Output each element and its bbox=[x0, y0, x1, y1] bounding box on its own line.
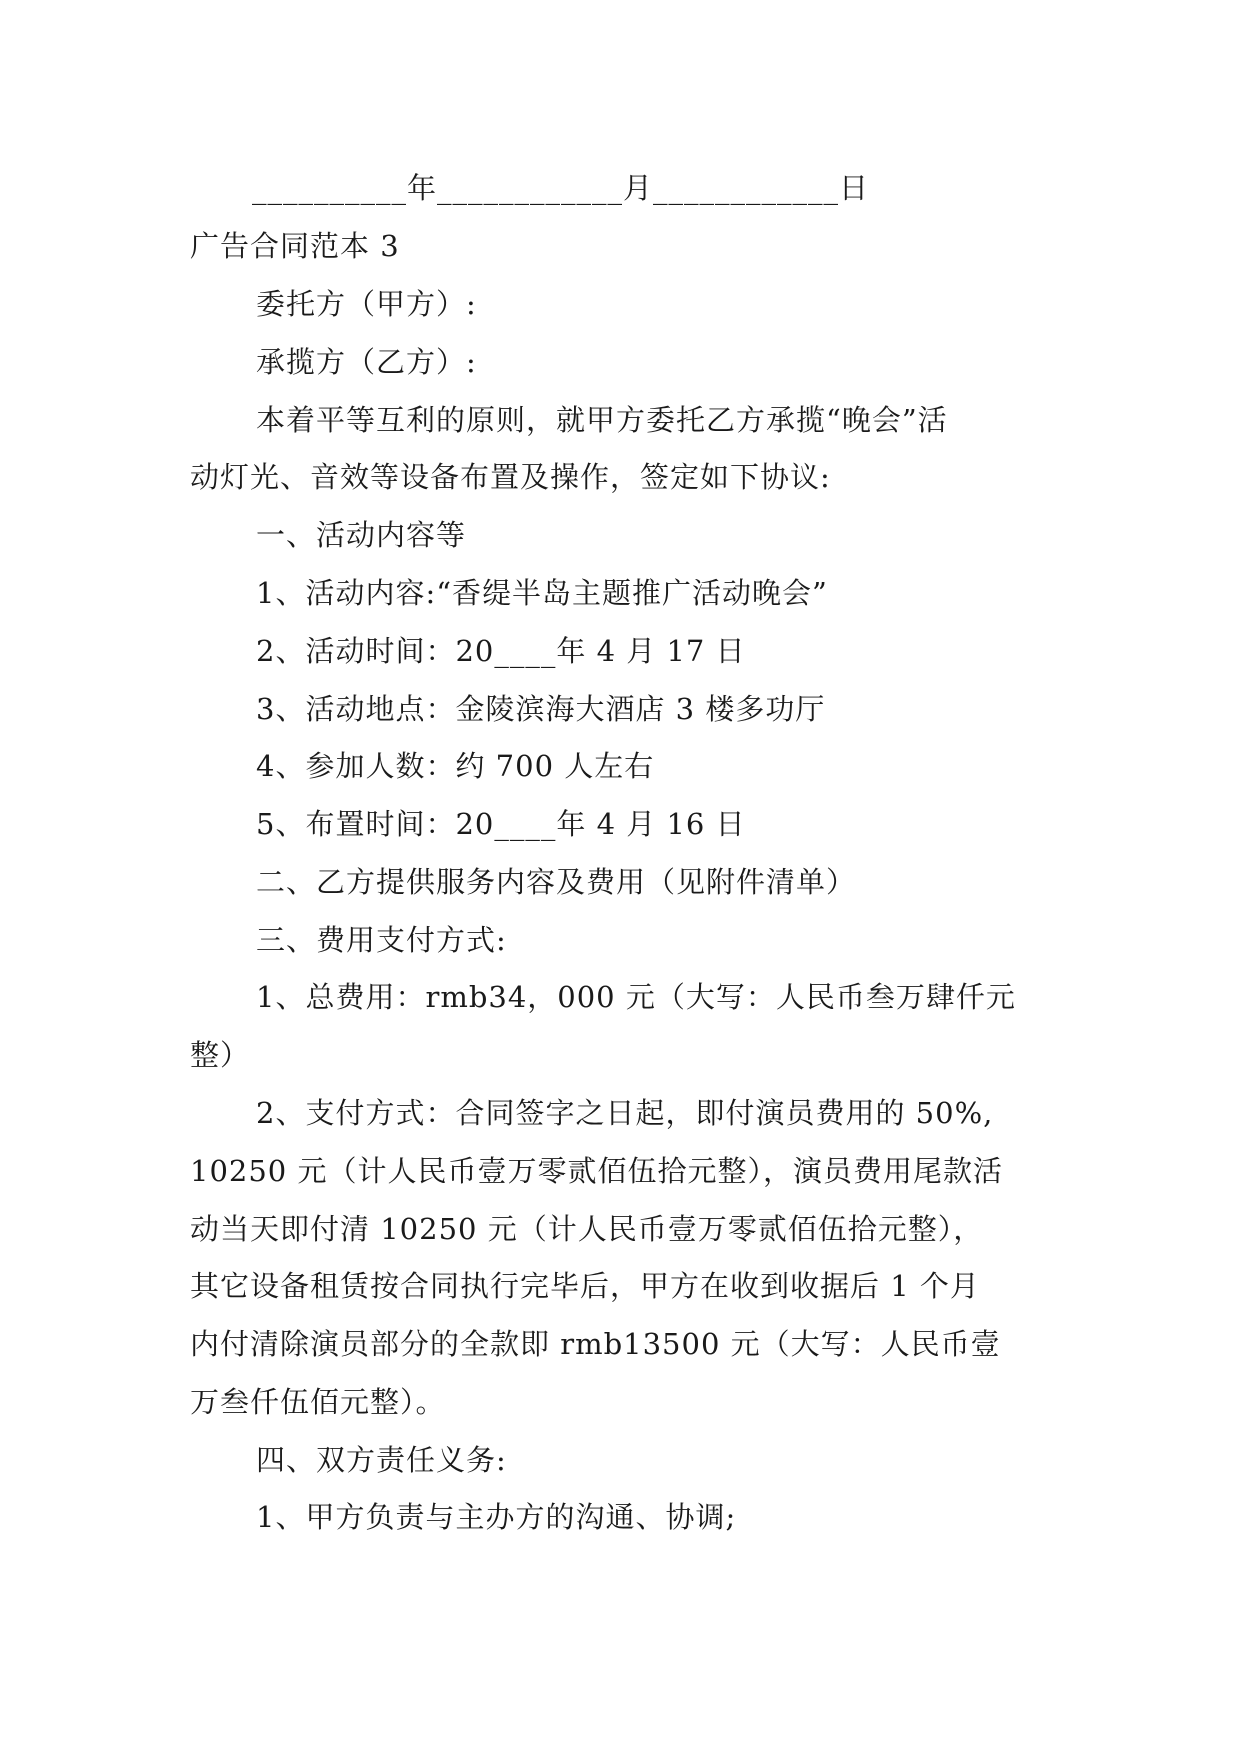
paragraph-line: 整） bbox=[190, 1038, 251, 1072]
paragraph-line: 万叁仟伍佰元整）。 bbox=[190, 1385, 446, 1419]
document-title: 广告合同范本 3 bbox=[190, 229, 400, 263]
paragraph-line: 本着平等互利的原则，就甲方委托乙方承揽“晚会”活 bbox=[256, 403, 948, 437]
paragraph-line: 其它设备租赁按合同执行完毕后，甲方在收到收据后 1 个月 bbox=[190, 1269, 980, 1303]
paragraph-line: 10250 元（计人民币壹万零贰佰伍拾元整），演员费用尾款活 bbox=[190, 1154, 1003, 1188]
paragraph-line: 动灯光、音效等设备布置及操作，签定如下协议: bbox=[190, 460, 831, 494]
section-heading: 三、费用支付方式: bbox=[256, 923, 507, 957]
list-item: 2、支付方式：合同签字之日起，即付演员费用的 50%, bbox=[256, 1096, 994, 1130]
list-item: 4、参加人数：约 700 人左右 bbox=[256, 749, 655, 783]
list-item: 1、总费用：rmb34，000 元（大写：人民币叁万肆仟元 bbox=[256, 980, 1016, 1014]
list-item: 5、布置时间：20____年 4 月 16 日 bbox=[256, 807, 746, 841]
section-heading: 二、乙方提供服务内容及费用（见附件清单） bbox=[256, 865, 857, 899]
list-item: 1、甲方负责与主办方的沟通、协调; bbox=[256, 1500, 737, 1534]
list-item: 2、活动时间：20____年 4 月 17 日 bbox=[256, 634, 746, 668]
list-item: 1、活动内容:“香缇半岛主题推广活动晚会” bbox=[256, 576, 828, 610]
paragraph-line: 承揽方（乙方）: bbox=[256, 345, 477, 379]
paragraph-line: 动当天即付清 10250 元（计人民币壹万零贰佰伍拾元整）， bbox=[190, 1212, 984, 1246]
date-line: __________年____________月____________日 bbox=[252, 171, 870, 205]
paragraph-line: 委托方（甲方）: bbox=[256, 287, 477, 321]
section-heading: 四、双方责任义务: bbox=[256, 1443, 507, 1477]
section-heading: 一、活动内容等 bbox=[256, 518, 467, 552]
paragraph-line: 内付清除演员部分的全款即 rmb13500 元（大写：人民币壹 bbox=[190, 1327, 1001, 1361]
list-item: 3、活动地点：金陵滨海大酒店 3 楼多功厅 bbox=[256, 692, 826, 726]
